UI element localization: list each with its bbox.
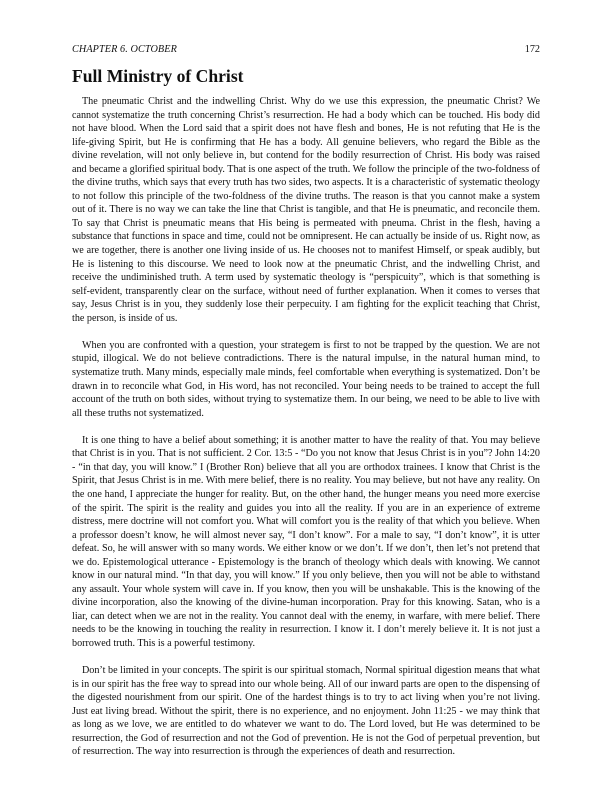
body-text [72,95,540,773]
paragraph: Don’t be limited in your concepts. The spirit is our spiritual stomach, Normal spiritual digestion means that what is in our spirit has the free way to spread into our whole being. All of our inward parts are open to the dispensing of the digested nourishment from our spirit. One of the hardest things is to try to act living when you’re not living. Just eat living bread. Without the spirit, there is no experience, and no enjoyment. John 11:25 - we may think that as long as we love, we are entitled to do whatever we want to do. The Lord loved, but He was determined to be resurrection, the God of resurrection and not the God of prevention. He is not the God of perpetual prevention, but of resurrection. The way into resurrection is through the experiences of death and resurrection. [72,665,540,758]
paragraph: When you are confronted with a question, your strategem is first to not be trapped by the question. We are not stupid, illogical. We do not believe contradictions. There is the natural impulse, in the natural human mind, to systematize truth. Many minds, especially male minds, feel comfortable when everything is systematized. Don’t be drawn in to reconcile what God, in His word, has not reconciled. Your being needs to be trained to accept the full account of the truth on both sides, without trying to systematize them. In our being, we need to be able to live with all these truths not systematized. [72,339,540,419]
paragraph: It is one thing to have a belief about something; it is another matter to have the reality of that. You may believe that Christ is in you. That is not sufficient. 2 Cor. 13:5 - “Do you not know that Jesus Christ is in you”? John 14:20 - “in that day, you will know.” I (Brother Ron) believe that all you are orthodox trainees. I know that Christ is the Spirit, that Jesus Christ is in me. With mere belief, there is no reality. You may believe, but not have any reality. On the one hand, I appreciate the hunger for reality. But, on the other hand, the hunger means you need more exercise of the spirit. The spirit is the reality and guides you into all the reality. If you are in an experience of extreme distress, mere doctrine will not comfort you. What will comfort you is the reality of that which you believe. When a professor doesn’t know, he will almost never say, “I don’t know”. For a male to say, “I don’t know”, it is utter defeat. So, he will answer with so many words. We either know or we don’t. If we don’t, then let’s not pretend that we do. Epistemological utterance - Epistemology is the branch of theology which deals with knowing. We cannot know in our natural mind. “In that day, you will know.” If you only believe, then you will not be able to withstand any assault. Your whole system will cave in. If you know, then you will be unshakable. This is the knowing of the divine incorporation, also the knowing of the divine-human incorporation. Pray for this knowing. Satan, who is a liar, can detect when we are not in the reality. You cannot deal with the enemy, in warfare, with mere belief. There needs to be the knowing in touching the reality in resurrection. I know it. I don’t merely believe it. It is not just a borrowed truth. This is a powerful testimony. [72,434,540,649]
section-title: Full Ministry of Christ [72,66,244,86]
running-header [72,44,540,58]
page-number: 172 [524,44,540,55]
paragraph: The pneumatic Christ and the indwelling Christ. Why do we use this expression, the pneumatic Christ? We cannot systematize the truth concerning Christ’s resurrection. He had a body which can be touched. His body did not have blood. When the Lord said that a spirit does not have flesh and bones, He is not refuting that He is the life-giving Spirit, but He is confirming that He has a body. All genuine believers, who regard the Bible as the divine revelation, will not only believe in, but contend for the bodily resurrection of Christ. His body was raised and became a glorified spiritual body. That is one aspect of the truth. We follow the principle of the two-foldness of the divine truths, which says that every truth has two sides, two aspects. It is a characteristic of systematic theology to not follow this principle of the two-foldness of the divine truths. The reason is that you cannot make a system out of it. There is no way we can take the line that Christ is tangible, and that He is pneumatic, and reconcile them. To say that Christ is pneumatic means that His being is permeated with pneuma. Christ in the flesh, having a substance that functions in space and time, could not be omnipresent. He can actually be inside of us. Right now, as we are together, there is another one living inside of us. He chooses not to manifest Himself, or speak audibly, but He is listening to this discourse. We need to look now at the pneumatic Christ, and the indwelling Christ, and receive the undiminished truth. A term used by systematic theology is “perspicuity”, which is that something is self-evident, transparently clear on the surface, without need of further explanation. When it comes to verses that say, Jesus Christ is in you, they suddenly lose their perpecuity. I am fighting for the explicit teaching that Christ, the person, is inside of us. [72,96,540,324]
chapter-heading: CHAPTER 6. OCTOBER [72,44,177,55]
